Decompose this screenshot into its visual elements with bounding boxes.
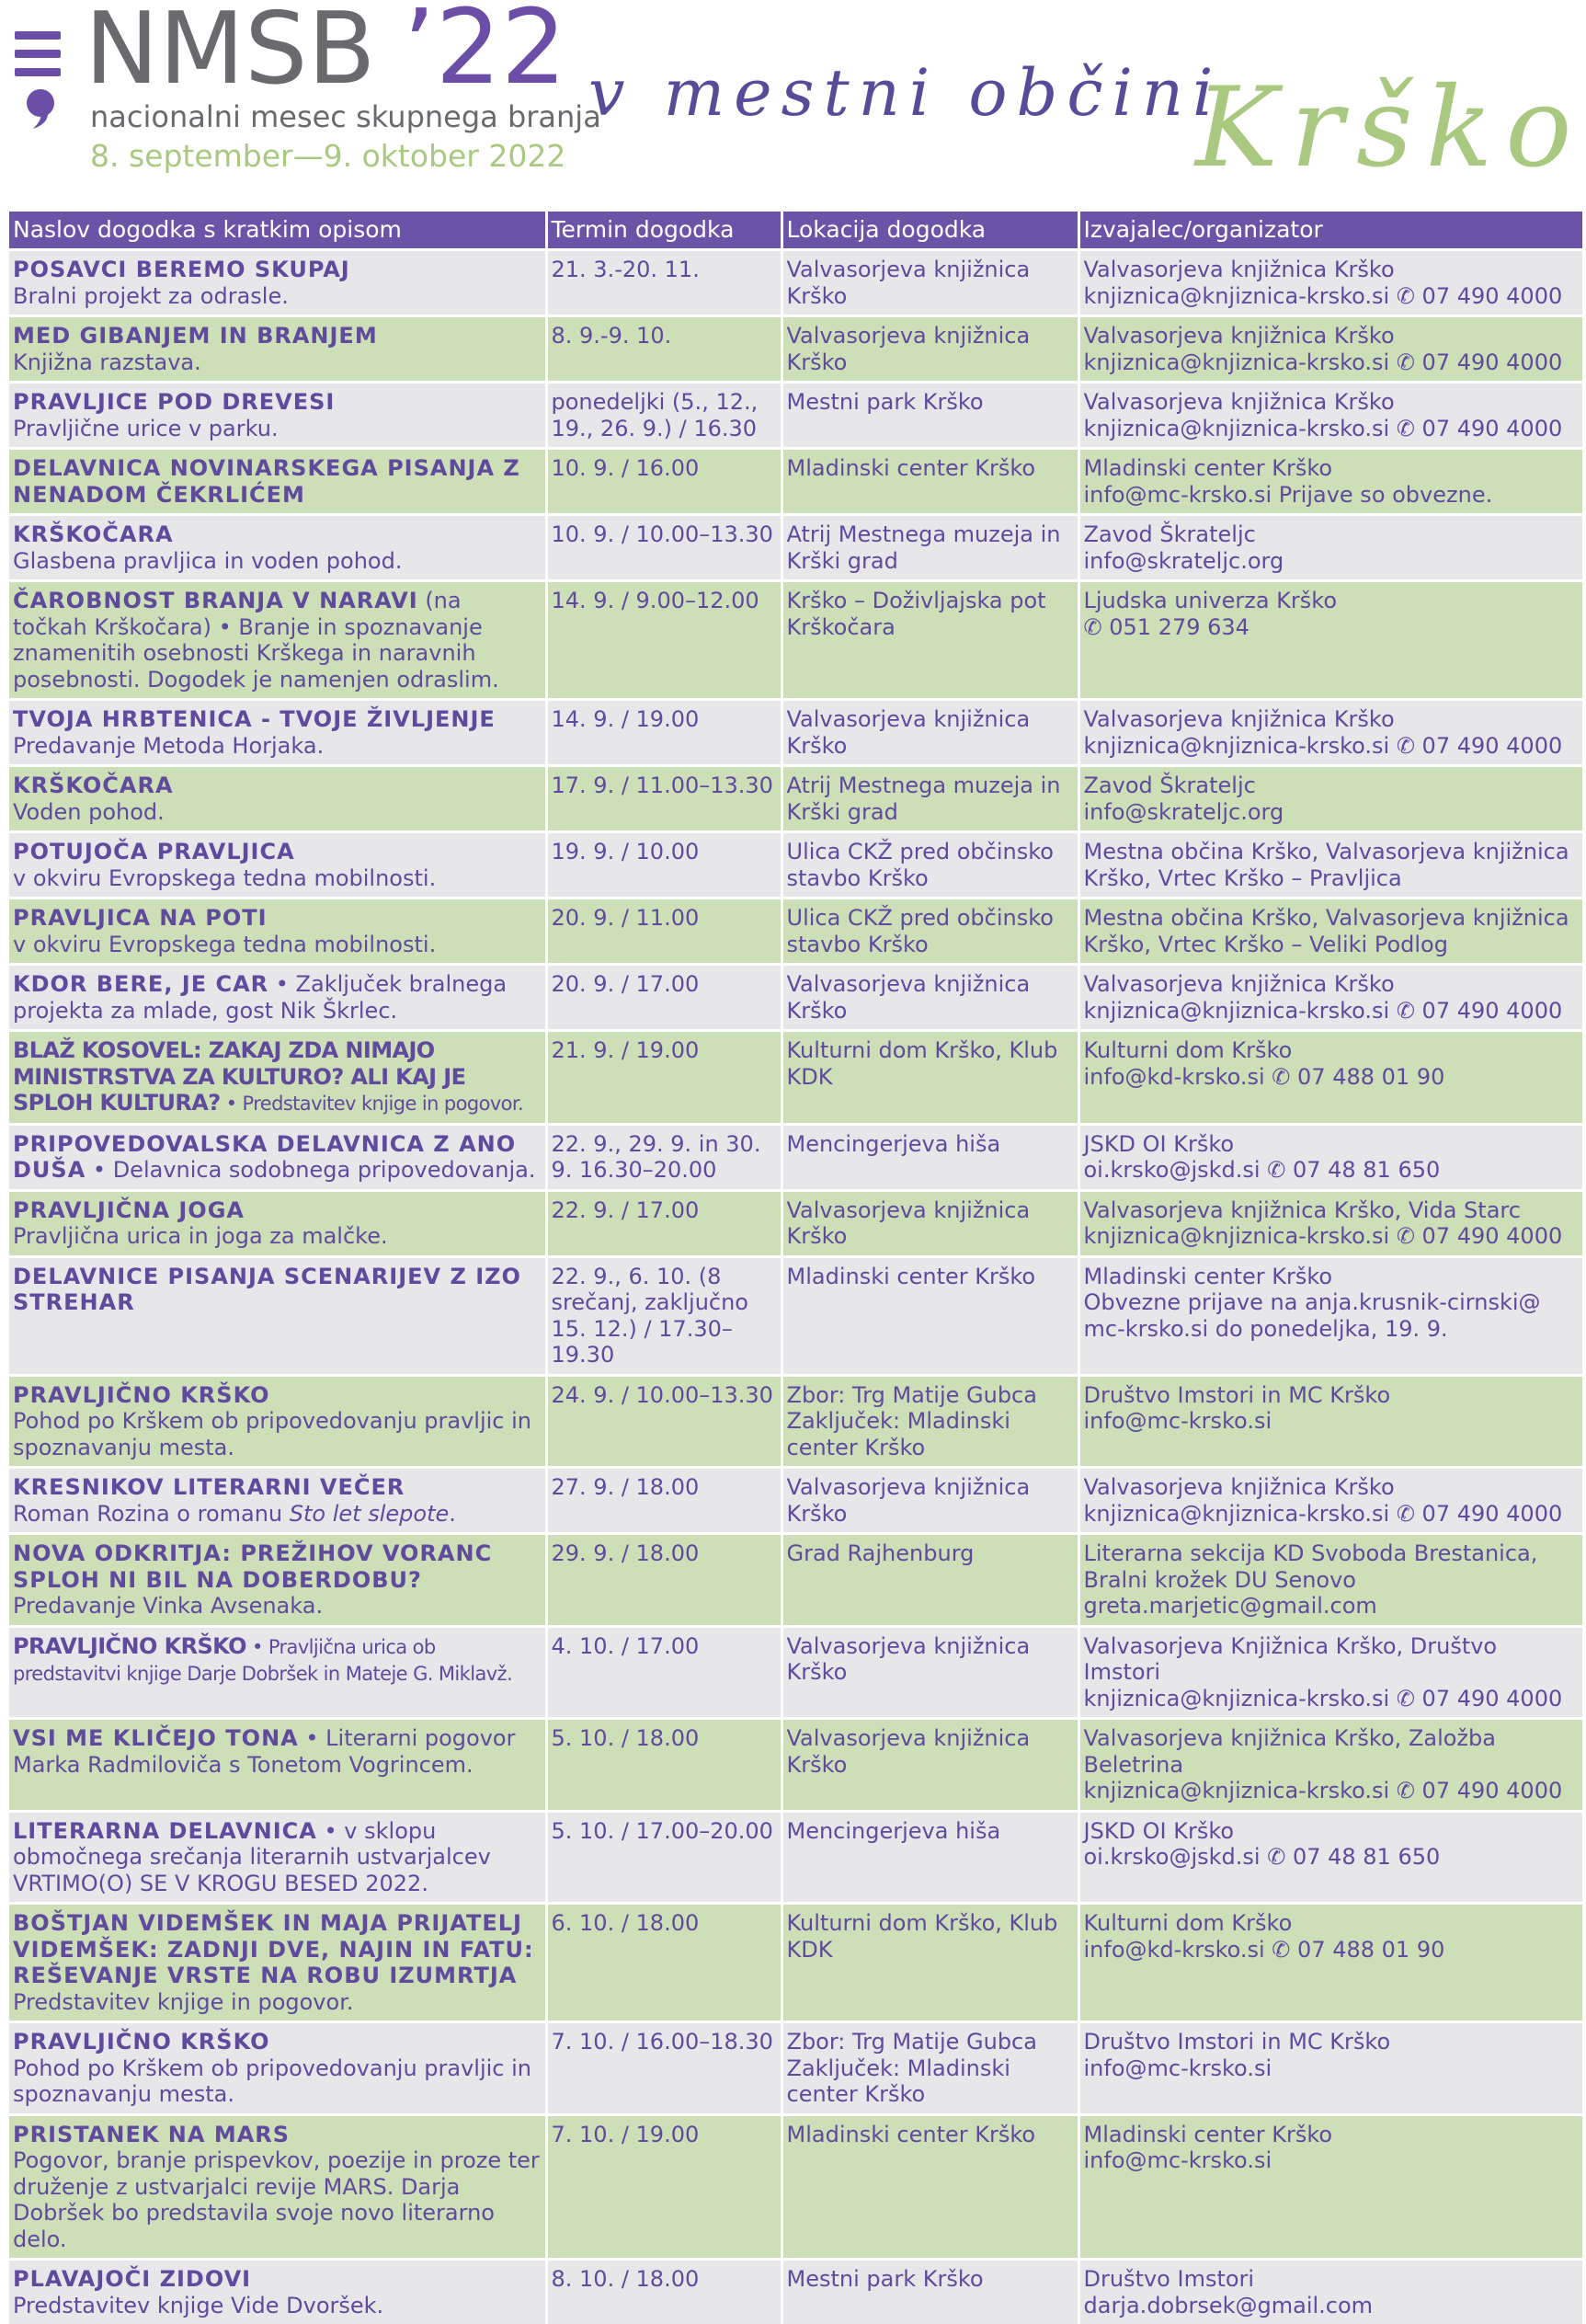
event-dates: 8. september—9. oktober 2022 — [90, 138, 565, 174]
event-organizer-cell — [1078, 1375, 1583, 1468]
event-cell — [9, 1190, 546, 1256]
event-organizer-cell — [1078, 2022, 1583, 2115]
event-location-cell — [782, 1534, 1078, 1627]
event-organizer-cell — [1078, 1719, 1583, 1812]
event-cell — [9, 1534, 546, 1627]
event-cell — [9, 515, 546, 581]
event-organizer: Valvasorjeva knjižnica Krško, Vida Starc — [1084, 1197, 1521, 1223]
event-organizer-cell — [1078, 1256, 1583, 1375]
event-time-cell — [546, 1468, 782, 1534]
event-organizer-cell — [1078, 1124, 1583, 1190]
event-cell — [9, 1124, 546, 1190]
event-title: NOVA ODKRITJA: PREŽIHOV VORANC SPLOH NI BIL NA DOBERDOBU? — [13, 1540, 492, 1593]
event-organizer-cell — [1078, 1190, 1583, 1256]
event-cell — [9, 2114, 546, 2260]
event-contact: knjiznica@knjiznica-krsko.si ✆ 07 490 4000 — [1084, 1686, 1563, 1712]
event-cell — [9, 2022, 546, 2115]
event-contact: info@skrateljc.org — [1084, 799, 1284, 825]
event-cell — [9, 1468, 546, 1534]
event-time: 29. 9. / 18.00 — [552, 1540, 700, 1566]
event-location: Valvasorjeva knjižnica Krško — [787, 971, 1031, 1024]
event-contact: info@skrateljc.org — [1084, 548, 1284, 574]
event-location: Mestni park Krško — [787, 2266, 984, 2292]
event-organizer: Kulturni dom Krško — [1084, 1037, 1293, 1063]
table-row — [9, 832, 1583, 899]
event-title: KRŠKOČARA — [13, 521, 174, 547]
event-location: Ulica CKŽ pred občinsko stavbo Krško — [787, 839, 1054, 891]
events-table — [9, 212, 1585, 2324]
event-organizer: Mestna občina Krško, Valvasorjeva knjižnica Krško, Vrtec Krško – Pravljica — [1084, 839, 1569, 891]
table-row — [9, 2022, 1583, 2115]
script-town: Krško — [1195, 64, 1585, 192]
event-contact: greta.marjetic@gmail.com — [1084, 1593, 1377, 1619]
event-title: MED GIBANJEM IN BRANJEM — [13, 323, 378, 349]
event-contact: info@kd-krsko.si ✆ 07 488 01 90 — [1084, 1937, 1445, 1963]
event-desc: Pravljične urice v parku. — [13, 416, 279, 441]
header-location: Lokacija dogodka — [782, 212, 1078, 250]
event-contact: info@kd-krsko.si ✆ 07 488 01 90 — [1084, 1064, 1445, 1090]
event-location: Zbor: Trg Matije Gubca Zaključek: Mladinski center Krško — [787, 1382, 1037, 1460]
event-inline-desc: (na točkah Krškočara) • Branje in spoznavanje znamenitih osebnosti Krškega in naravnih posebnosti. Dogodek je namenjen odraslim. — [13, 588, 499, 693]
event-time: 8. 10. / 18.00 — [552, 2266, 700, 2292]
table-row — [9, 316, 1583, 383]
event-time: 19. 9. / 10.00 — [552, 839, 700, 864]
event-title: PRISTANEK NA MARS — [13, 2122, 290, 2147]
table-row — [9, 515, 1583, 581]
event-location: Valvasorjeva knjižnica Krško — [787, 323, 1031, 375]
event-time: 7. 10. / 16.00–18.30 — [552, 2029, 773, 2055]
table-row — [9, 2260, 1583, 2324]
event-location-cell — [782, 1375, 1078, 1468]
event-time-cell — [546, 2022, 782, 2115]
event-organizer: Društvo Imstori in MC Krško — [1084, 2029, 1391, 2055]
table-row — [9, 1904, 1583, 2022]
event-location-cell — [782, 250, 1078, 316]
event-cell — [9, 581, 546, 700]
event-contact: darja.dobrsek@gmail.com — [1084, 2293, 1374, 2318]
event-contact: info@mc-krsko.si Prijave so obvezne. — [1084, 482, 1493, 508]
event-desc-italic: Sto let slepote — [290, 1501, 449, 1527]
event-location-cell — [782, 965, 1078, 1031]
header-time: Termin dogodka — [546, 212, 782, 250]
event-contact: oi.krsko@jskd.si ✆ 07 48 81 650 — [1084, 1844, 1441, 1870]
header-organizer: Izvajalec/organizator — [1078, 212, 1583, 250]
table-row — [9, 1811, 1583, 1904]
event-time-cell — [546, 832, 782, 899]
event-cell — [9, 449, 546, 515]
logo-mark-icon — [15, 15, 81, 134]
event-organizer: Zavod Škrateljc — [1084, 521, 1256, 547]
event-time: 21. 9. / 19.00 — [552, 1037, 700, 1063]
event-organizer: Valvasorjeva knjižnica Krško — [1084, 257, 1395, 282]
event-title: POSAVCI BEREMO SKUPAJ — [13, 257, 350, 282]
event-location: Kulturni dom Krško, Klub KDK — [787, 1910, 1058, 1963]
event-time: 7. 10. / 19.00 — [552, 2122, 700, 2147]
event-organizer-cell — [1078, 316, 1583, 383]
event-title: BLAŽ KOSOVEL: ZAKAJ ZDA NIMAJO MINISTRSTVA ZA KULTURO? ALI KAJ JE SPLOH KULTURA? — [13, 1037, 465, 1116]
event-cell — [9, 965, 546, 1031]
event-title: PRAVLJIČNO KRŠKO — [13, 1382, 269, 1408]
event-organizer: Valvasorjeva knjižnica Krško, Založba Beletrina — [1084, 1725, 1496, 1778]
event-time-cell — [546, 1904, 782, 2022]
event-location-cell — [782, 1124, 1078, 1190]
event-location-cell — [782, 1256, 1078, 1375]
event-time-cell — [546, 965, 782, 1031]
event-time-cell — [546, 581, 782, 700]
event-location: Grad Rajhenburg — [787, 1540, 975, 1566]
event-inline-desc: • Predstavitev knjige in pogovor. — [221, 1093, 524, 1115]
event-desc: Pohod po Krškem ob pripovedovanju pravljic in spoznavanju mesta. — [13, 1408, 531, 1460]
event-contact: ✆ 051 279 634 — [1084, 614, 1249, 640]
event-time: ponedeljki (5., 12., 19., 26. 9.) / 16.30 — [552, 389, 759, 441]
event-organizer-cell — [1078, 250, 1583, 316]
table-row — [9, 581, 1583, 700]
event-title: PRAVLJICA NA POTI — [13, 905, 268, 931]
event-location-cell — [782, 899, 1078, 965]
event-title: POTUJOČA PRAVLJICA — [13, 839, 295, 864]
table-row — [9, 1031, 1583, 1125]
table-row — [9, 1719, 1583, 1812]
event-cell — [9, 1031, 546, 1125]
event-title: TVOJA HRBTENICA - TVOJE ŽIVLJENJE — [13, 706, 496, 732]
event-contact: oi.krsko@jskd.si ✆ 07 48 81 650 — [1084, 1157, 1441, 1183]
event-desc: Knjižna razstava. — [13, 349, 201, 375]
event-organizer-cell — [1078, 581, 1583, 700]
event-organizer-cell — [1078, 1626, 1583, 1719]
event-inline-desc: • Pravljična urica ob predstavitvi knjige Darje Dobršek in Mateje G. Miklavž. — [13, 1636, 512, 1686]
event-organizer: Valvasorjeva Knjižnica Krško, Društvo Imstori — [1084, 1633, 1498, 1686]
event-time: 4. 10. / 17.00 — [552, 1633, 700, 1659]
event-location-cell — [782, 1031, 1078, 1125]
event-title: VSI ME KLIČEJO TONA — [13, 1725, 299, 1751]
event-time-cell — [546, 899, 782, 965]
event-title: DELAVNICE PISANJA SCENARIJEV Z IZO STREHAR — [13, 1264, 521, 1316]
event-location: Valvasorjeva knjižnica Krško — [787, 257, 1031, 309]
event-location-cell — [782, 383, 1078, 449]
event-time: 10. 9. / 10.00–13.30 — [552, 521, 773, 547]
event-location: Mencingerjeva hiša — [787, 1131, 1001, 1157]
event-inline-desc: • Zaključek bralnega projekta za mlade, gost Nik Škrlec. — [13, 971, 507, 1024]
event-location-cell — [782, 449, 1078, 515]
event-location: Mestni park Krško — [787, 389, 984, 415]
event-location-cell — [782, 2022, 1078, 2115]
event-title: PLAVAJOČI ZIDOVI — [13, 2266, 251, 2292]
event-cell — [9, 899, 546, 965]
event-time: 14. 9. / 19.00 — [552, 706, 700, 732]
event-time-cell — [546, 1719, 782, 1812]
event-title: PRAVLJICE POD DREVESI — [13, 389, 335, 415]
event-time: 24. 9. / 10.00–13.30 — [552, 1382, 773, 1408]
logo-title: NMSB — [85, 0, 376, 99]
event-desc: v okviru Evropskega tedna mobilnosti. — [13, 932, 436, 957]
event-title: ČAROBNOST BRANJA V NARAVI — [13, 588, 418, 613]
table-row — [9, 449, 1583, 515]
table-row — [9, 250, 1583, 316]
event-title: KDOR BERE, JE CAR — [13, 971, 268, 997]
event-time-cell — [546, 700, 782, 766]
event-time: 22. 9., 29. 9. in 30. 9. 16.30–20.00 — [552, 1131, 761, 1184]
event-time-cell — [546, 1124, 782, 1190]
event-desc: Pravljična urica in joga za malčke. — [13, 1223, 388, 1249]
event-inline-desc: • v sklopu območnega srečanja literarnih ustvarjalcev VRTIMO(O) SE V KROGU BESED 2022. — [13, 1818, 491, 1896]
event-contact: knjiznica@knjiznica-krsko.si ✆ 07 490 4000 — [1084, 1223, 1563, 1249]
event-location: Atrij Mestnega muzeja in Krški grad — [787, 521, 1061, 574]
event-organizer: Literarna sekcija KD Svoboda Brestanica, Bralni krožek DU Senovo — [1084, 1540, 1538, 1593]
table-row — [9, 2114, 1583, 2260]
event-organizer-cell — [1078, 2260, 1583, 2324]
event-desc: Pogovor, branje prispevkov, poezije in proze ter druženje z ustvarjalci revije MARS. Darja Dobršek bo predstavila svoje novo literarno delo. — [13, 2147, 540, 2252]
event-location: Mladinski center Krško — [787, 2122, 1036, 2147]
event-location: Valvasorjeva knjižnica Krško — [787, 1633, 1031, 1686]
event-time: 21. 3.-20. 11. — [552, 257, 700, 282]
event-time-cell — [546, 1190, 782, 1256]
event-location: Kulturni dom Krško, Klub KDK — [787, 1037, 1058, 1090]
event-contact: info@mc-krsko.si — [1084, 2055, 1272, 2081]
event-contact: info@mc-krsko.si — [1084, 2147, 1272, 2173]
event-organizer-cell — [1078, 899, 1583, 965]
table-row — [9, 1534, 1583, 1627]
event-organizer-cell — [1078, 515, 1583, 581]
event-contact: knjiznica@knjiznica-krsko.si ✆ 07 490 4000 — [1084, 1501, 1563, 1527]
event-location-cell — [782, 1468, 1078, 1534]
event-desc: Predstavitev knjige in pogovor. — [13, 1989, 354, 2015]
event-desc: v okviru Evropskega tedna mobilnosti. — [13, 865, 436, 891]
event-organizer: Mladinski center Krško — [1084, 455, 1333, 481]
table-row — [9, 1190, 1583, 1256]
event-time-cell — [546, 449, 782, 515]
event-time-cell — [546, 515, 782, 581]
event-organizer-cell — [1078, 383, 1583, 449]
event-organizer: Društvo Imstori — [1084, 2266, 1255, 2292]
event-cell — [9, 1811, 546, 1904]
event-location: Ulica CKŽ pred občinsko stavbo Krško — [787, 905, 1054, 957]
event-location-cell — [782, 316, 1078, 383]
event-time: 6. 10. / 18.00 — [552, 1910, 700, 1936]
event-title: PRIPOVEDOVALSKA DELAVNICA Z ANO DUŠA — [13, 1131, 516, 1184]
event-location-cell — [782, 2260, 1078, 2324]
event-time-cell — [546, 1256, 782, 1375]
event-time: 5. 10. / 18.00 — [552, 1725, 700, 1751]
event-contact: knjiznica@knjiznica-krsko.si ✆ 07 490 4000 — [1084, 998, 1563, 1024]
event-time-cell — [546, 2114, 782, 2260]
event-location-cell — [782, 1190, 1078, 1256]
event-inline-desc: • Delavnica sodobnega pripovedovanja. — [86, 1157, 535, 1183]
table-row — [9, 1468, 1583, 1534]
event-time: 14. 9. / 9.00–12.00 — [552, 588, 759, 613]
event-location: Mladinski center Krško — [787, 455, 1036, 481]
event-desc: Pohod po Krškem ob pripovedovanju pravljic in spoznavanju mesta. — [13, 2055, 531, 2108]
table-row — [9, 383, 1583, 449]
event-organizer-cell — [1078, 1811, 1583, 1904]
event-contact: Obvezne prijave na anja.krusnik-cirnski@ mc-krsko.si do ponedeljka, 19. 9. — [1084, 1289, 1541, 1342]
page-header — [0, 0, 1586, 207]
event-title: PRAVLJIČNA JOGA — [13, 1197, 245, 1223]
event-time: 5. 10. / 17.00–20.00 — [552, 1818, 773, 1844]
event-time-cell — [546, 1031, 782, 1125]
event-inline-desc: • Literarni pogovor Marka Radmiloviča s Tonetom Vogrincem. — [13, 1725, 515, 1778]
event-cell — [9, 316, 546, 383]
event-title: LITERARNA DELAVNICA — [13, 1818, 317, 1844]
logo-year: ’22 — [403, 0, 566, 99]
event-title: KRESNIKOV LITERARNI VEČER — [13, 1474, 405, 1500]
event-location: Valvasorjeva knjižnica Krško — [787, 1197, 1031, 1250]
table-row — [9, 700, 1583, 766]
event-location-cell — [782, 2114, 1078, 2260]
event-desc: Predavanje Vinka Avsenaka. — [13, 1593, 323, 1619]
event-cell — [9, 766, 546, 832]
event-organizer-cell — [1078, 1031, 1583, 1125]
event-desc: Bralni projekt za odrasle. — [13, 283, 289, 309]
event-desc: Predavanje Metoda Horjaka. — [13, 733, 324, 759]
event-contact: knjiznica@knjiznica-krsko.si ✆ 07 490 4000 — [1084, 283, 1563, 309]
event-organizer-cell — [1078, 1534, 1583, 1627]
event-cell — [9, 1256, 546, 1375]
event-time: 8. 9.-9. 10. — [552, 323, 672, 349]
event-location-cell — [782, 1719, 1078, 1812]
event-cell — [9, 700, 546, 766]
event-organizer: Valvasorjeva knjižnica Krško — [1084, 389, 1395, 415]
event-title: BOŠTJAN VIDEMŠEK IN MAJA PRIJATELJ VIDEMŠEK: ZADNJI DVE, NAJIN IN FATU: REŠEVANJE VRSTE NA ROBU IZUMRTJA — [13, 1910, 534, 1988]
event-time: 10. 9. / 16.00 — [552, 455, 700, 481]
event-desc: Roman Rozina o romanu — [13, 1501, 290, 1527]
event-organizer-cell — [1078, 965, 1583, 1031]
event-title: KRŠKOČARA — [13, 773, 174, 798]
event-organizer: Mestna občina Krško, Valvasorjeva knjižnica Krško, Vrtec Krško – Veliki Podlog — [1084, 905, 1569, 957]
event-location-cell — [782, 1626, 1078, 1719]
event-desc: Predstavitev knjige Vide Dvoršek. — [13, 2293, 383, 2318]
event-contact: knjiznica@knjiznica-krsko.si ✆ 07 490 4000 — [1084, 416, 1563, 441]
event-location: Valvasorjeva knjižnica Krško — [787, 706, 1031, 759]
event-organizer: Zavod Škrateljc — [1084, 773, 1256, 798]
event-organizer: Valvasorjeva knjižnica Krško — [1084, 971, 1395, 997]
event-location: Mencingerjeva hiša — [787, 1818, 1001, 1844]
event-location: Valvasorjeva knjižnica Krško — [787, 1725, 1031, 1778]
event-time: 20. 9. / 11.00 — [552, 905, 700, 931]
event-organizer-cell — [1078, 1468, 1583, 1534]
event-cell — [9, 2260, 546, 2324]
event-organizer: JSKD OI Krško — [1084, 1131, 1235, 1157]
event-location-cell — [782, 515, 1078, 581]
event-organizer: Društvo Imstori in MC Krško — [1084, 1382, 1391, 1408]
event-organizer-cell — [1078, 449, 1583, 515]
event-location: Mladinski center Krško — [787, 1264, 1036, 1289]
table-row — [9, 1626, 1583, 1719]
event-cell — [9, 1904, 546, 2022]
table-row — [9, 766, 1583, 832]
table-row — [9, 1256, 1583, 1375]
event-desc: Voden pohod. — [13, 799, 165, 825]
event-title: PRAVLJIČNO KRŠKO — [13, 2029, 269, 2055]
event-location-cell — [782, 1811, 1078, 1904]
event-desc-end: . — [449, 1501, 456, 1527]
event-location-cell — [782, 1904, 1078, 2022]
logo-subtitle: nacionalni mesec skupnega branja — [90, 99, 601, 134]
event-location: Krško – Doživljajska pot Krškočara — [787, 588, 1046, 640]
event-location-cell — [782, 700, 1078, 766]
event-organizer-cell — [1078, 700, 1583, 766]
event-organizer-cell — [1078, 832, 1583, 899]
event-organizer: Ljudska univerza Krško — [1084, 588, 1338, 613]
event-location: Valvasorjeva knjižnica Krško — [787, 1474, 1031, 1527]
event-time-cell — [546, 1626, 782, 1719]
event-location: Atrij Mestnega muzeja in Krški grad — [787, 773, 1061, 825]
event-time: 22. 9., 6. 10. (8 srečanj, zaključno 15. 12.) / 17.30–19.30 — [552, 1264, 749, 1368]
event-time-cell — [546, 1811, 782, 1904]
event-cell — [9, 383, 546, 449]
event-organizer: Valvasorjeva knjižnica Krško — [1084, 323, 1395, 349]
comma-icon — [20, 88, 61, 129]
event-cell — [9, 1626, 546, 1719]
event-contact: info@mc-krsko.si — [1084, 1408, 1272, 1434]
event-time-cell — [546, 766, 782, 832]
event-cell — [9, 250, 546, 316]
table-row — [9, 1124, 1583, 1190]
event-contact: knjiznica@knjiznica-krsko.si ✆ 07 490 4000 — [1084, 349, 1563, 375]
event-organizer: Valvasorjeva knjižnica Krško — [1084, 1474, 1395, 1500]
event-time-cell — [546, 250, 782, 316]
event-time-cell — [546, 383, 782, 449]
event-cell — [9, 1375, 546, 1468]
event-organizer: JSKD OI Krško — [1084, 1818, 1235, 1844]
event-title: DELAVNICA NOVINARSKEGA PISANJA Z NENADOM ČEKRLIĆEM — [13, 455, 520, 508]
event-organizer-cell — [1078, 2114, 1583, 2260]
event-organizer-cell — [1078, 766, 1583, 832]
event-location-cell — [782, 766, 1078, 832]
event-time: 17. 9. / 11.00–13.30 — [552, 773, 773, 798]
event-time-cell — [546, 316, 782, 383]
event-location-cell — [782, 832, 1078, 899]
event-time: 20. 9. / 17.00 — [552, 971, 700, 997]
event-organizer-cell — [1078, 1904, 1583, 2022]
event-title: PRAVLJIČNO KRŠKO — [13, 1633, 246, 1659]
event-contact: knjiznica@knjiznica-krsko.si ✆ 07 490 4000 — [1084, 733, 1563, 759]
event-organizer: Kulturni dom Krško — [1084, 1910, 1293, 1936]
table-row — [9, 965, 1583, 1031]
event-time: 27. 9. / 18.00 — [552, 1474, 700, 1500]
event-location-cell — [782, 581, 1078, 700]
event-time: 22. 9. / 17.00 — [552, 1197, 700, 1223]
event-organizer: Mladinski center Krško — [1084, 1264, 1333, 1289]
event-organizer: Mladinski center Krško — [1084, 2122, 1333, 2147]
header-title: Naslov dogodka s kratkim opisom — [9, 212, 546, 250]
table-row — [9, 899, 1583, 965]
script-municipality: v mestni občini — [588, 55, 1222, 131]
event-organizer: Valvasorjeva knjižnica Krško — [1084, 706, 1395, 732]
event-cell — [9, 832, 546, 899]
table-header-row — [9, 212, 1583, 250]
event-time-cell — [546, 1375, 782, 1468]
event-cell — [9, 1719, 546, 1812]
event-time-cell — [546, 1534, 782, 1627]
event-desc: Glasbena pravljica in voden pohod. — [13, 548, 402, 574]
event-time-cell — [546, 2260, 782, 2324]
table-row — [9, 1375, 1583, 1468]
event-location: Zbor: Trg Matije Gubca Zaključek: Mladinski center Krško — [787, 2029, 1037, 2107]
event-contact: knjiznica@knjiznica-krsko.si ✆ 07 490 4000 — [1084, 1778, 1563, 1803]
